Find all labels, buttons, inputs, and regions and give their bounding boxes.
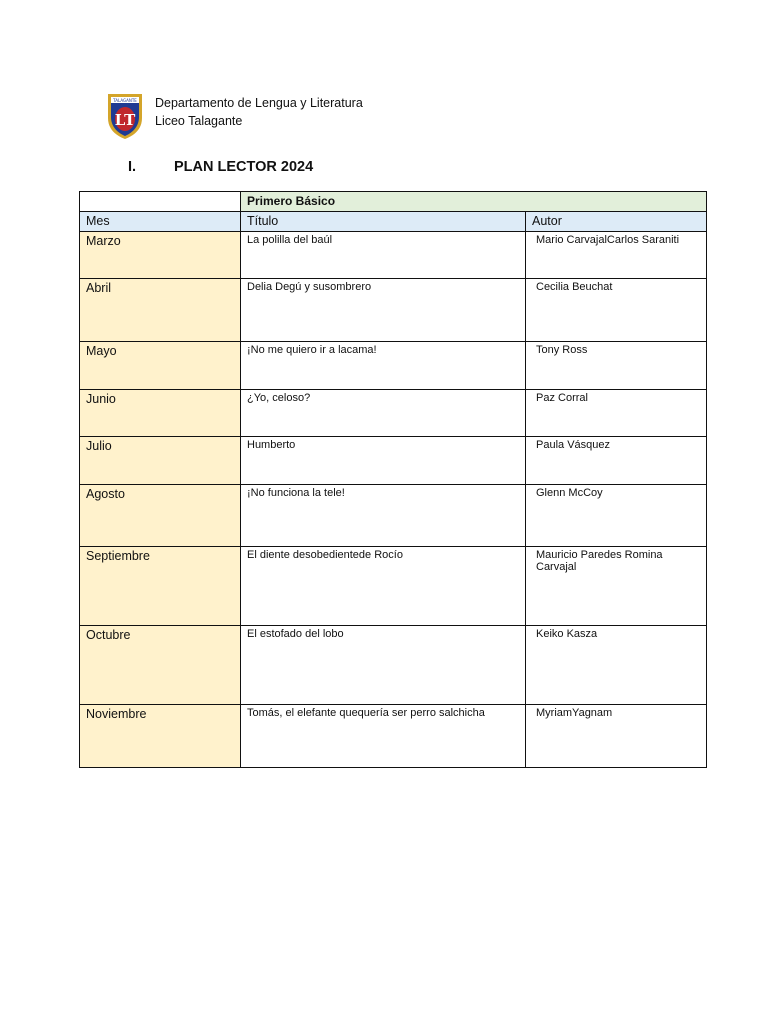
department-name: Departamento de Lengua y Literatura — [155, 96, 363, 110]
book-author-cell: Mario CarvajalCarlos Saraniti — [526, 232, 707, 279]
table-row — [80, 342, 707, 390]
month-cell: Agosto — [80, 485, 241, 547]
book-title-cell: El diente desobedientede Rocío — [241, 547, 526, 626]
header-text — [155, 92, 363, 130]
header-title: Título — [241, 212, 526, 232]
book-author-cell: Keiko Kasza — [526, 626, 707, 705]
table-row — [80, 232, 707, 279]
document-header — [106, 92, 363, 140]
month-cell: Octubre — [80, 626, 241, 705]
level-empty-cell — [80, 192, 241, 212]
book-title-cell: El estofado del lobo — [241, 626, 526, 705]
header-author: Autor — [526, 212, 707, 232]
table-header-row — [80, 212, 707, 232]
book-author-cell: Glenn McCoy — [526, 485, 707, 547]
book-author-cell: Tony Ross — [526, 342, 707, 390]
book-title-cell: ¡No me quiero ir a lacama! — [241, 342, 526, 390]
book-title-cell: Humberto — [241, 437, 526, 485]
section-heading — [128, 159, 313, 175]
header-month: Mes — [80, 212, 241, 232]
book-author-cell: Mauricio Paredes Romina Carvajal — [526, 547, 707, 626]
book-title-cell: Delia Degú y susombrero — [241, 279, 526, 342]
book-title-cell: Tomás, el elefante quequería ser perro salchicha — [241, 705, 526, 768]
svg-text:LT: LT — [114, 111, 136, 129]
month-cell: Noviembre — [80, 705, 241, 768]
month-cell: Marzo — [80, 232, 241, 279]
level-row — [80, 192, 707, 212]
table-row — [80, 626, 707, 705]
book-author-cell: Paula Vásquez — [526, 437, 707, 485]
level-label: Primero Básico — [241, 192, 707, 212]
table-row — [80, 547, 707, 626]
month-cell: Mayo — [80, 342, 241, 390]
table-row — [80, 705, 707, 768]
book-author-cell: Cecilia Beuchat — [526, 279, 707, 342]
table-row — [80, 485, 707, 547]
month-cell: Junio — [80, 390, 241, 437]
book-title-cell: ¿Yo, celoso? — [241, 390, 526, 437]
section-number: I. — [128, 159, 137, 175]
month-cell: Septiembre — [80, 547, 241, 626]
table-row — [80, 437, 707, 485]
reading-plan-table — [79, 191, 707, 768]
table-row — [80, 390, 707, 437]
month-cell: Abril — [80, 279, 241, 342]
section-title: PLAN LECTOR 2024 — [174, 159, 314, 175]
school-crest-logo — [106, 92, 144, 140]
book-author-cell: Paz Corral — [526, 390, 707, 437]
book-author-cell: MyriamYagnam — [526, 705, 707, 768]
book-title-cell: ¡No funciona la tele! — [241, 485, 526, 547]
svg-text:TALAGANTE: TALAGANTE — [113, 98, 137, 103]
table-row — [80, 279, 707, 342]
book-title-cell: La polilla del baúl — [241, 232, 526, 279]
school-name: Liceo Talagante — [155, 114, 243, 128]
month-cell: Julio — [80, 437, 241, 485]
